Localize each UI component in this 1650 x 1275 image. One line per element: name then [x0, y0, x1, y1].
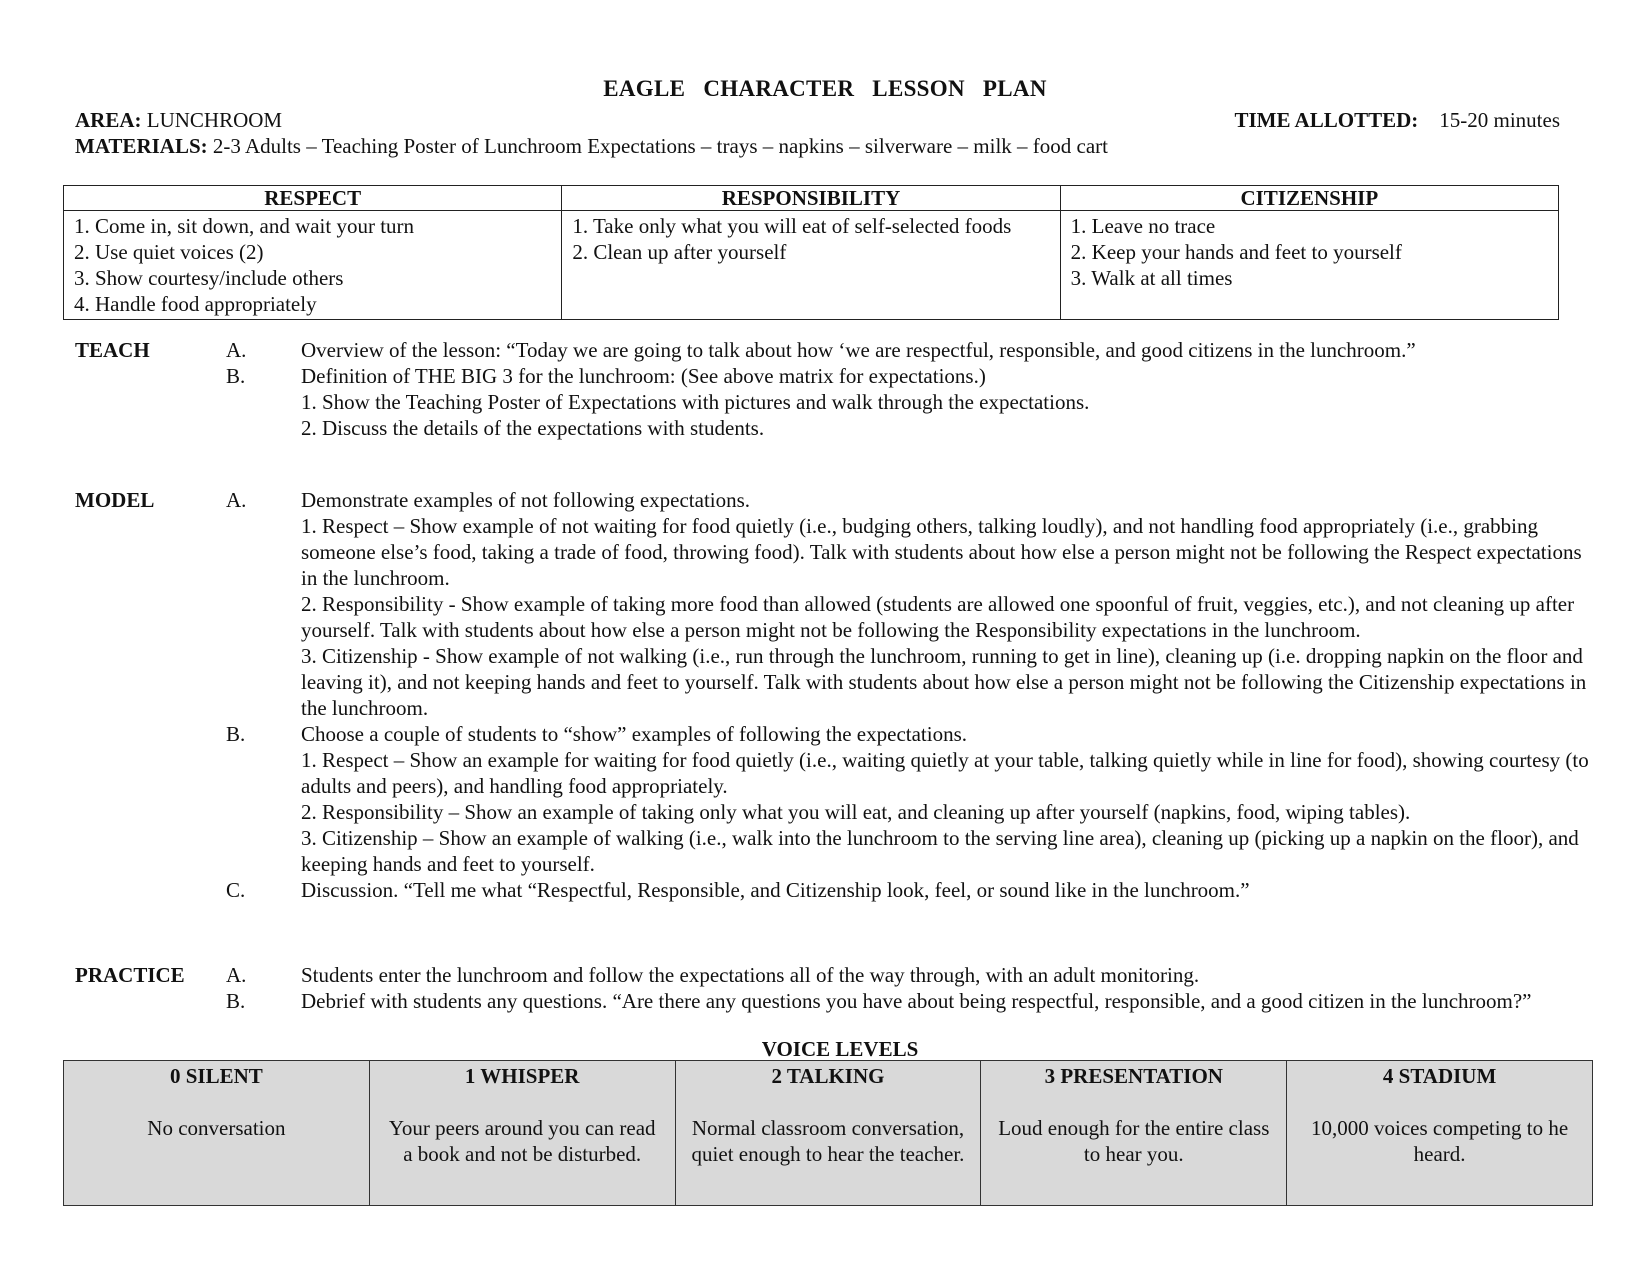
voice-levels-title: VOICE LEVELS — [761, 1037, 919, 1061]
voice-levels-table — [63, 1060, 1593, 1206]
model-a-letter: A. — [226, 488, 247, 512]
matrix-header-row — [64, 186, 1559, 211]
model-a-text: Demonstrate examples of not following expectations. — [301, 488, 751, 512]
teach-b1: 1. Show the Teaching Poster of Expectations with pictures and walk through the expectations. — [301, 390, 1090, 414]
voice-level-talking — [675, 1061, 981, 1206]
matrix-cell-citizenship — [1060, 211, 1558, 320]
matrix-header-responsibility: RESPONSIBILITY — [562, 186, 1060, 211]
practice-label: PRACTICE — [75, 963, 185, 987]
voice-level-name: 3 PRESENTATION — [1044, 1064, 1223, 1088]
area-value: LUNCHROOM — [146, 108, 283, 132]
model-a1: 1. Respect – Show example of not waiting for food quietly (i.e., budging others, talking loudly), and not handling food appropriately (i.e., grabbing someone else’s food, taking a trade of food, throwing food). Talk with students about how else a person might not be following the Respect expectations in the lunchroom. — [301, 514, 1582, 590]
materials-line — [75, 133, 1575, 159]
list-item: 1. Leave no trace — [1070, 214, 1216, 238]
teach-a-letter: A. — [226, 338, 247, 362]
voice-level-name: 1 WHISPER — [464, 1064, 580, 1088]
list-item: 3. Show courtesy/include others — [74, 266, 344, 290]
teach-b-text: Definition of THE BIG 3 for the lunchroom: (See above matrix for expectations.) — [301, 364, 986, 388]
model-a2: 2. Responsibility - Show example of taking more food than allowed (students are allowed one spoonful of fruit, veggies, etc.), and not cleaning up after yourself. Talk with students about how else a person might not be following the Responsibility expectations in the lunchroom. — [301, 592, 1575, 642]
model-label: MODEL — [75, 488, 155, 512]
practice-a-letter: A. — [226, 963, 247, 987]
voice-level-desc: 10,000 voices competing to he heard. — [1310, 1116, 1569, 1166]
voice-level-whisper — [369, 1061, 675, 1206]
expectations-matrix — [63, 185, 1559, 320]
list-item: 3. Walk at all times — [1070, 266, 1233, 290]
model-b-text: Choose a couple of students to “show” examples of following the expectations. — [301, 722, 968, 746]
voice-level-desc: Normal classroom conversation, quiet enough to hear the teacher. — [691, 1116, 965, 1166]
teach-section — [75, 337, 1595, 441]
voice-level-name: 2 TALKING — [771, 1064, 885, 1088]
time-allotted — [1200, 107, 1560, 133]
list-item: 2. Keep your hands and feet to yourself — [1070, 240, 1402, 264]
page-title: EAGLE CHARACTER LESSON PLAN — [603, 76, 1047, 101]
list-item: 1. Take only what you will eat of self-selected foods — [572, 214, 1012, 238]
list-item: 1. Come in, sit down, and wait your turn — [74, 214, 415, 238]
citizenship-list — [1071, 213, 1548, 291]
practice-section — [75, 962, 1595, 1014]
teach-b2: 2. Discuss the details of the expectations with students. — [301, 416, 765, 440]
model-c-letter: C. — [226, 878, 246, 902]
materials-label: MATERIALS: — [75, 134, 208, 158]
model-b1: 1. Respect – Show an example for waiting for food quietly (i.e., waiting quietly at your table, talking quietly while in line for food), showing courtesy (to adults and peers), and handling food appropriately. — [301, 748, 1589, 798]
voice-level-name: 0 SILENT — [170, 1064, 263, 1088]
teach-a-text: Overview of the lesson: “Today we are going to talk about how ‘we are respectful, responsible, and good citizens in the lunchroom.” — [301, 338, 1416, 362]
list-item: 4. Handle food appropriately — [74, 292, 317, 316]
materials-value: 2-3 Adults – Teaching Poster of Lunchroom Expectations – trays – napkins – silverware – milk – food cart — [212, 134, 1108, 158]
matrix-cell-responsibility — [562, 211, 1060, 320]
time-label: TIME ALLOTTED: — [1234, 108, 1419, 132]
voice-level-desc: No conversation — [147, 1116, 286, 1140]
voice-level-desc: Loud enough for the entire class to hear you. — [998, 1116, 1270, 1166]
matrix-cell-respect — [64, 211, 562, 320]
list-item: 2. Use quiet voices (2) — [74, 240, 264, 264]
model-section — [75, 487, 1595, 903]
respect-list — [74, 213, 551, 317]
voice-levels-row — [64, 1061, 1593, 1206]
teach-label: TEACH — [75, 338, 150, 362]
voice-level-name: 4 STADIUM — [1382, 1064, 1497, 1088]
model-b2: 2. Responsibility – Show an example of taking only what you will eat, and cleaning up after yourself (napkins, food, wiping tables). — [301, 800, 1411, 824]
matrix-header-citizenship: CITIZENSHIP — [1060, 186, 1558, 211]
voice-level-presentation — [981, 1061, 1287, 1206]
voice-level-silent — [64, 1061, 370, 1206]
voice-level-desc: Your peers around you can read a book and not be disturbed. — [388, 1116, 656, 1166]
model-b-letter: B. — [226, 722, 246, 746]
model-b3: 3. Citizenship – Show an example of walking (i.e., walk into the lunchroom to the serving line area), cleaning up (picking up a napkin on the floor), and keeping hands and feet to yourself. — [301, 826, 1579, 876]
matrix-body-row — [64, 211, 1559, 320]
practice-a-text: Students enter the lunchroom and follow the expectations all of the way through, with an adult monitoring. — [301, 963, 1200, 987]
responsibility-list — [572, 213, 1049, 265]
teach-b-letter: B. — [226, 364, 246, 388]
area-label: AREA: — [75, 108, 142, 132]
model-a3: 3. Citizenship - Show example of not walking (i.e., run through the lunchroom, running to get in line), cleaning up (i.e. dropping napkin on the floor and leaving it), and not keeping hands and feet to yourself. Talk with students about how else a person might not be following the Citizenship expectations in the lunchroom. — [301, 644, 1587, 720]
time-value: 15-20 minutes — [1439, 108, 1560, 132]
list-item: 2. Clean up after yourself — [572, 240, 787, 264]
matrix-header-respect: RESPECT — [64, 186, 562, 211]
model-c-text: Discussion. “Tell me what “Respectful, Responsible, and Citizenship look, feel, or sound like in the lunchroom.” — [301, 878, 1250, 902]
practice-b-letter: B. — [226, 989, 246, 1013]
practice-b-text: Debrief with students any questions. “Are there any questions you have about being respectful, responsible, and a good citizen in the lunchroom?” — [301, 989, 1532, 1013]
voice-level-stadium — [1287, 1061, 1593, 1206]
